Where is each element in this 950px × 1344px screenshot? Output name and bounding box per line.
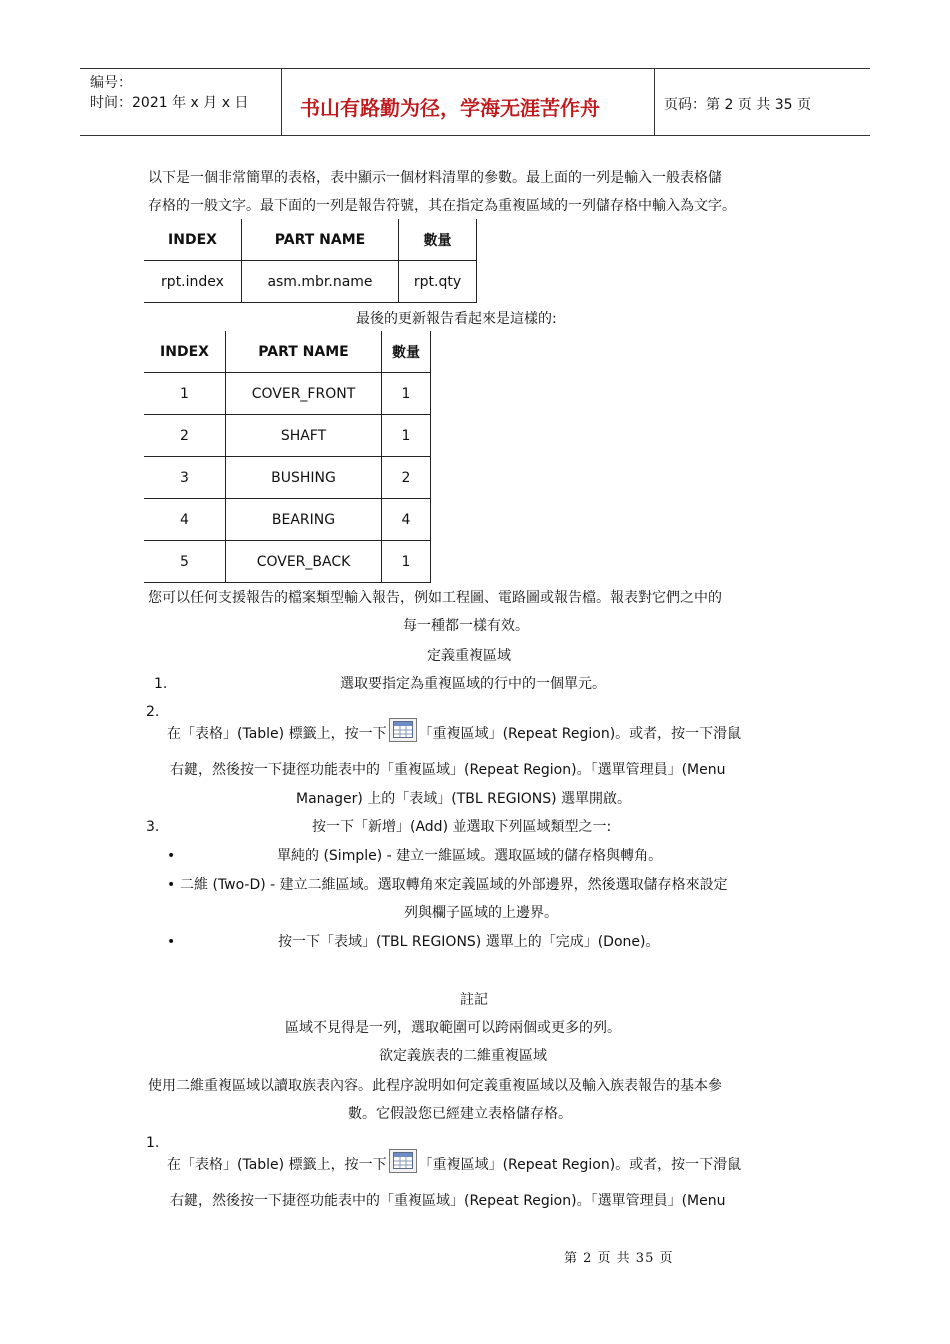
header-divider-right: [654, 69, 655, 136]
table-cell: 2: [382, 457, 431, 499]
table-cell: 4: [144, 499, 226, 541]
table-row: [144, 541, 431, 583]
step-number: 3.: [146, 819, 160, 835]
intro-paragraph-line1: 以下是一個非常簡單的表格，表中顯示一個材料清單的參數。最上面的一列是輸入一般表格儲: [148, 170, 722, 186]
bullet: •: [167, 848, 176, 864]
result-table: [144, 331, 431, 583]
note-text: 區域不見得是一列，選取範圍可以跨兩個或更多的列。: [285, 1020, 621, 1036]
table-cell: BEARING: [226, 499, 382, 541]
table-header-cell: 數量: [382, 331, 431, 373]
intro-paragraph-line2: 存格的一般文字。最下面的一列是報告符號，其在指定為重複區域的一列儲存格中輸入為文字。: [148, 198, 736, 214]
step-text-post: 「重複區域」(Repeat Region)。或者，按一下滑鼠: [418, 726, 742, 742]
table-header-cell: PART NAME: [226, 331, 382, 373]
step-text: 按一下「新增」(Add) 並選取下列區域類型之一:: [312, 819, 612, 835]
table-cell: rpt.index: [144, 261, 242, 303]
step-number: 2.: [146, 704, 160, 720]
table-cell: 1: [144, 373, 226, 415]
table-cell: 1: [382, 541, 431, 583]
table-cell: 2: [144, 415, 226, 457]
step-text-with-icon: [167, 718, 741, 748]
header-top-rule: [80, 68, 870, 69]
table-header-cell: INDEX: [144, 331, 226, 373]
header-motto: 书山有路勤为径，学海无涯苦作舟: [300, 96, 600, 120]
step-text: 選取要指定為重複區域的行中的一個單元。: [340, 676, 606, 692]
family-paragraph-line1: 使用二維重複區域以讀取族表內容。此程序說明如何定義重複區域以及輸入族表報告的基本參: [148, 1078, 722, 1094]
header-date-label: 时间：2021 年 x 月 x 日: [90, 95, 249, 111]
table-cell: asm.mbr.name: [242, 261, 399, 303]
table-row: [144, 261, 477, 303]
table-header-row: [144, 331, 431, 373]
table-cell: BUSHING: [226, 457, 382, 499]
header-bottom-rule: [80, 135, 870, 136]
table-cell: COVER_BACK: [226, 541, 382, 583]
table-row: [144, 415, 431, 457]
template-table: [144, 219, 477, 303]
header-divider-left: [281, 69, 282, 136]
support-paragraph-line1: 您可以任何支援報告的檔案類型輸入報告，例如工程圖、電路圖或報告檔。報表對它們之中的: [148, 590, 722, 606]
table-cell: 5: [144, 541, 226, 583]
repeat-region-icon: [389, 1149, 417, 1173]
page-footer: 第 2 页 共 35 页: [564, 1251, 674, 1266]
step-text-line3: Manager) 上的「表域」(TBL REGIONS) 選單開啟。: [296, 791, 631, 807]
table-cell: 1: [382, 415, 431, 457]
bullet-text: 二維 (Two-D) - 建立二維區域。選取轉角來定義區域的外部邊界，然後選取儲存格來設定: [180, 877, 728, 893]
note-title: 註記: [460, 992, 488, 1008]
table-header-cell: INDEX: [144, 219, 242, 261]
table-cell: COVER_FRONT: [226, 373, 382, 415]
step-text-pre: 在「表格」(Table) 標籤上，按一下: [167, 726, 387, 742]
step-text-line2: 右鍵，然後按一下捷徑功能表中的「重複區域」(Repeat Region)。「選單管理員」(Menu: [170, 762, 726, 778]
table-row: [144, 457, 431, 499]
table-row: [144, 373, 431, 415]
table-header-row: [144, 219, 477, 261]
step-text-line2: 右鍵，然後按一下捷徑功能表中的「重複區域」(Repeat Region)。「選單管理員」(Menu: [170, 1193, 726, 1209]
header-number-label: 编号：: [90, 75, 132, 91]
section-title-family-table: 欲定義族表的二維重複區域: [379, 1048, 547, 1064]
table-cell: rpt.qty: [399, 261, 477, 303]
section-title-define-repeat-region: 定義重複區域: [427, 648, 511, 664]
table-header-cell: PART NAME: [242, 219, 399, 261]
step-number: 1.: [146, 1135, 160, 1151]
support-paragraph-line2: 每一種都一樣有效。: [403, 618, 529, 634]
family-paragraph-line2: 數。它假設您已經建立表格儲存格。: [348, 1106, 572, 1122]
repeat-region-icon: [389, 718, 417, 742]
result-caption: 最後的更新報告看起來是這樣的:: [356, 311, 557, 327]
table-cell: 4: [382, 499, 431, 541]
table-cell: 3: [144, 457, 226, 499]
header-page-label: 页码：第 2 页 共 35 页: [664, 97, 811, 113]
bullet: •: [167, 877, 176, 893]
step-text-post: 「重複區域」(Repeat Region)。或者，按一下滑鼠: [418, 1157, 742, 1173]
table-cell: 1: [382, 373, 431, 415]
bullet: •: [167, 934, 176, 950]
bullet-text: 單純的 (Simple) - 建立一維區域。選取區域的儲存格與轉角。: [277, 848, 663, 864]
table-row: [144, 499, 431, 541]
step-number: 1.: [154, 676, 168, 692]
table-cell: SHAFT: [226, 415, 382, 457]
step-text-pre: 在「表格」(Table) 標籤上，按一下: [167, 1157, 387, 1173]
table-header-cell: 數量: [399, 219, 477, 261]
bullet-text-line2: 列與欄子區域的上邊界。: [404, 905, 558, 921]
step-text-with-icon: [167, 1149, 741, 1179]
bullet-text: 按一下「表域」(TBL REGIONS) 選單上的「完成」(Done)。: [278, 934, 660, 950]
